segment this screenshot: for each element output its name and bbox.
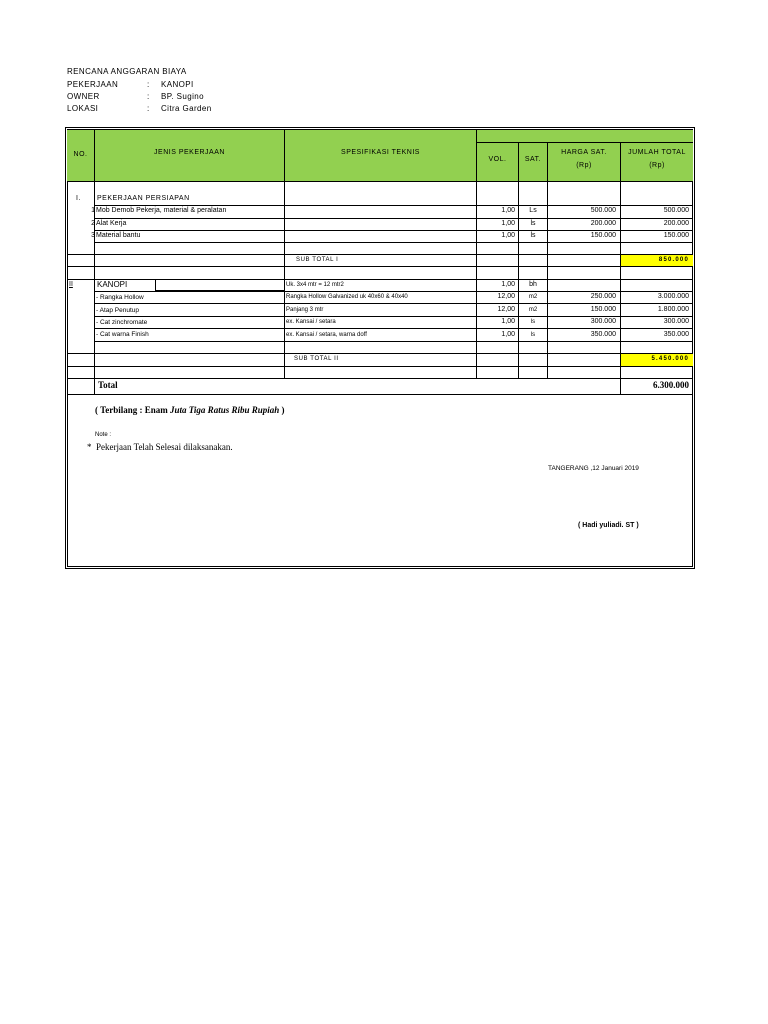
- terbilang: [95, 405, 284, 415]
- place-date: TANGERANG ,12 Januari 2019: [548, 465, 639, 472]
- row-harga: 350.000: [590, 331, 616, 338]
- row-name: Alat Kerja: [96, 220, 127, 227]
- terbilang-words: Juta Tiga Ratus Ribu Rupiah: [170, 405, 280, 415]
- rule: [95, 205, 693, 206]
- row-spec: ex. Kansai / setara: [286, 319, 336, 325]
- header-sep: :: [147, 104, 150, 113]
- row-no: 1: [91, 207, 95, 214]
- header-row-lokasi: [67, 104, 212, 113]
- header-label: OWNER: [67, 92, 100, 101]
- row-jumlah: 1.800.000: [657, 306, 689, 313]
- terbilang-suffix: ): [279, 405, 285, 415]
- document-title: RENCANA ANGGARAN BIAYA: [67, 67, 187, 76]
- rule: [476, 142, 693, 143]
- col-header-harga-unit: (Rp): [576, 162, 592, 169]
- row-harga: 300.000: [590, 318, 616, 325]
- row-jumlah: 3.000.000: [657, 293, 689, 300]
- rule: [95, 316, 693, 317]
- header-label: LOKASI: [67, 104, 99, 113]
- signatory-name: ( Hadi yuliadi. ST ): [578, 522, 639, 529]
- rule: [67, 181, 693, 182]
- col-header-harga: HARGA SAT.: [561, 149, 607, 156]
- row-vol: 1,00: [501, 318, 515, 325]
- rule: [67, 129, 693, 130]
- col-header-spesifikasi: SPESIFIKASI TEKNIS: [341, 149, 420, 156]
- row-spec: ex. Kansai / setara, warna doff: [286, 332, 367, 338]
- rule: [547, 142, 548, 378]
- row-vol: 1,00: [501, 331, 515, 338]
- terbilang-prefix: ( Terbilang : Enam: [95, 405, 171, 415]
- row-jumlah: 300.000: [663, 318, 689, 325]
- total-value: 6.300.000: [653, 380, 689, 390]
- section-1-number: I.: [76, 195, 81, 202]
- rule: [95, 303, 693, 304]
- header-row-pekerjaan: [67, 80, 194, 89]
- rule: [95, 242, 693, 243]
- header-value: KANOPI: [161, 80, 194, 89]
- row-harga: 500.000: [590, 207, 616, 214]
- rule: [67, 353, 693, 354]
- col-header-jumlah: JUMLAH TOTAL: [628, 149, 686, 156]
- rule: [67, 254, 693, 255]
- row-name: Mob Demob Pekerja, material & peralatan: [96, 207, 227, 214]
- row-jumlah: 350.000: [663, 331, 689, 338]
- row-sat: ls: [530, 232, 536, 239]
- row-no: 2: [91, 220, 95, 227]
- note-text: Pekerjaan Telah Selesai dilaksanakan.: [96, 442, 233, 452]
- row-name: - Atap Penutup: [96, 307, 140, 314]
- row-no: 3: [91, 232, 95, 239]
- rule: [476, 129, 477, 378]
- row-name: - Cat zinchromate: [96, 319, 148, 326]
- row-sat: Ls: [529, 207, 537, 214]
- row-jumlah: 150.000: [663, 232, 689, 239]
- header-value: BP. Sugino: [161, 92, 204, 101]
- col-header-jenis: JENIS PEKERJAAN: [154, 149, 225, 156]
- row-sat: ls: [530, 319, 536, 325]
- row-sat: m2: [528, 307, 538, 313]
- header-sep: :: [147, 80, 150, 89]
- header-sep: :: [147, 92, 150, 101]
- row-name: - Cat warna Finish: [96, 331, 149, 338]
- rule: [284, 129, 285, 378]
- rule: [67, 266, 693, 267]
- rule: [67, 366, 693, 367]
- rule: [95, 328, 693, 329]
- row-harga: 200.000: [590, 220, 616, 227]
- row-jumlah: 500.000: [663, 207, 689, 214]
- row-harga: 250.000: [590, 293, 616, 300]
- row-harga: 150.000: [590, 306, 616, 313]
- rule: [95, 291, 693, 292]
- row-jumlah: 200.000: [663, 220, 689, 227]
- subtotal-1-label: SUB TOTAL I: [296, 257, 339, 263]
- rule: [67, 394, 693, 395]
- row-vol: 12,00: [497, 293, 515, 300]
- col-header-jumlah-unit: (Rp): [649, 162, 665, 169]
- section-2-sat: bh: [529, 281, 537, 288]
- header-row-owner: [67, 92, 204, 101]
- row-harga: 150.000: [590, 232, 616, 239]
- row-vol: 1,00: [501, 207, 515, 214]
- row-name: Material bantu: [96, 232, 141, 239]
- col-header-sat: SAT.: [524, 156, 542, 163]
- section-2-vol: 1,00: [501, 281, 515, 288]
- rule: [95, 218, 693, 219]
- rule: [67, 378, 693, 379]
- row-vol: 12,00: [497, 306, 515, 313]
- section-2-spec: Uk. 3x4 mtr = 12 mtr2: [286, 282, 344, 288]
- note-label: Note :: [95, 432, 112, 438]
- subtotal-2-value: 5.450.000: [651, 356, 689, 362]
- rule: [518, 142, 519, 378]
- row-sat: ls: [530, 220, 536, 227]
- col-header-vol: VOL.: [488, 156, 507, 163]
- header-value: Citra Garden: [161, 104, 212, 113]
- section-1-title: PEKERJAAN PERSIAPAN: [97, 195, 190, 202]
- col-header-no: NO.: [73, 151, 88, 158]
- subtotal-1-value: 850.000: [658, 257, 689, 263]
- rule: [95, 230, 693, 231]
- rab-table-frame: [65, 127, 695, 569]
- row-name: - Rangka Hollow: [96, 294, 144, 301]
- rule: [95, 341, 693, 342]
- section-2-title: KANOPI: [97, 280, 128, 289]
- note-bullet: *: [87, 442, 92, 452]
- row-spec: Panjang 3 mtr: [286, 307, 324, 313]
- rule: [94, 129, 95, 394]
- row-vol: 1,00: [501, 232, 515, 239]
- header-label: PEKERJAAN: [67, 80, 119, 89]
- total-label: Total: [98, 380, 118, 390]
- section-2-number: II: [69, 281, 73, 288]
- row-spec: Rangka Hollow Galvanized uk 40x60 & 40x40: [286, 294, 408, 300]
- section-2-title-box: [155, 279, 284, 291]
- subtotal-2-label: SUB TOTAL II: [294, 356, 339, 362]
- row-sat: ls: [530, 332, 536, 338]
- row-vol: 1,00: [501, 220, 515, 227]
- row-sat: m2: [528, 294, 538, 300]
